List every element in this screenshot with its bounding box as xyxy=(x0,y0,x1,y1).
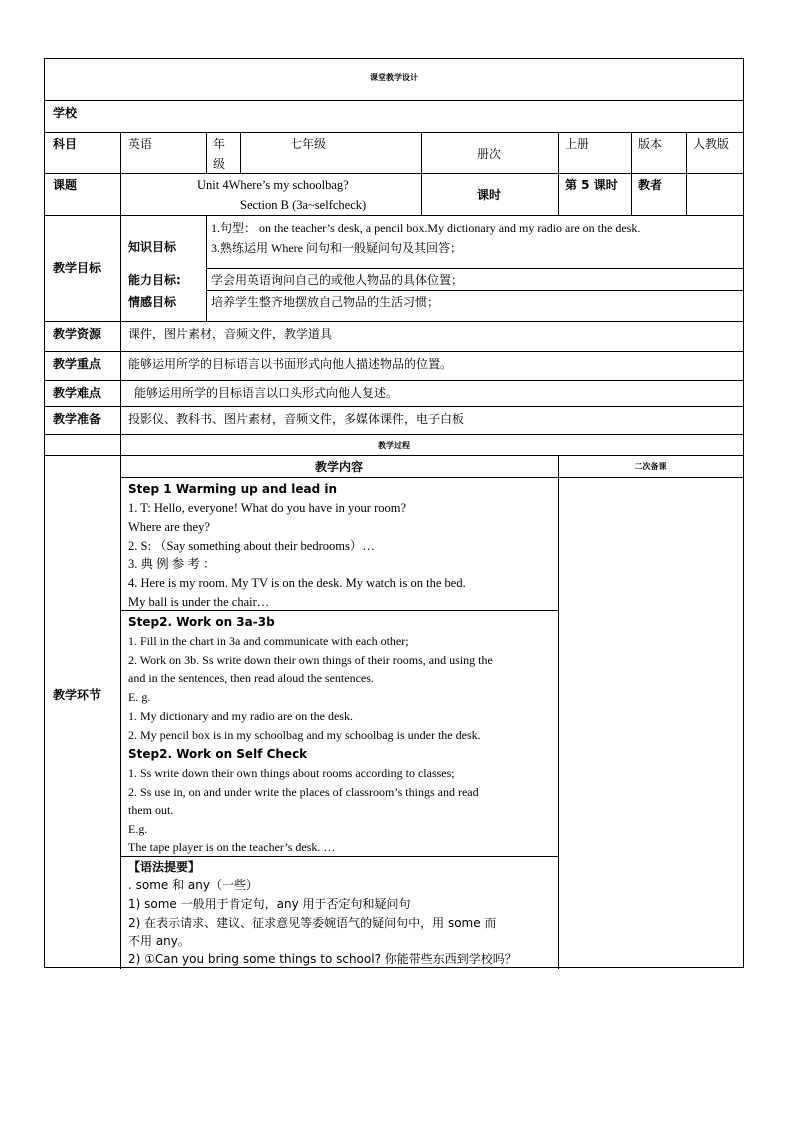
grammar-line: 2) ①Can you bring some things to school? 你能带些东西到学校吗？ xyxy=(128,952,517,966)
lesson-title-line1: Unit 4Where’s my schoolbag? xyxy=(197,178,349,192)
step1-line: Where are they? xyxy=(128,520,210,534)
period-label: 课时 xyxy=(477,188,502,202)
grade-value: 七年级 xyxy=(290,137,327,151)
step1-line: 1. T: Hello, everyone! What do you have in your room? xyxy=(128,501,407,515)
rule xyxy=(120,132,121,380)
grammar-line: 2) 在表示请求、建议、征求意见等委婉语气的疑问句中，用 some 而 xyxy=(128,916,497,930)
content-column-header: 教学内容 xyxy=(314,460,363,474)
rule xyxy=(45,100,743,101)
subject-value: 英语 xyxy=(128,137,153,151)
rule xyxy=(558,132,559,215)
rule xyxy=(120,455,121,969)
difficulty-text: 能够运用所学的目标语言以口头形式向他人复述。 xyxy=(134,386,399,400)
resources-label: 教学资源 xyxy=(53,327,102,341)
rule xyxy=(558,455,559,969)
rule xyxy=(45,406,743,407)
difficulty-label: 教学难点 xyxy=(53,386,102,400)
rule xyxy=(240,132,241,173)
rule xyxy=(206,215,207,321)
step2-line: 1. My dictionary and my radio are on the desk. xyxy=(128,709,353,723)
self-check-line: 1. Ss write down their own things about rooms according to classes; xyxy=(128,766,455,780)
emotion-goal-text: 培养学生整齐地摆放自己物品的生活习惯； xyxy=(211,295,440,309)
focus-label: 教学重点 xyxy=(53,357,102,371)
rule xyxy=(631,132,632,215)
knowledge-goal-label: 知识目标 xyxy=(128,240,177,254)
lesson-title-line2: Section B (3a~selfcheck) xyxy=(240,198,367,212)
edition-value: 人教版 xyxy=(693,137,730,151)
lesson-label: 课题 xyxy=(53,178,78,192)
process-header: 教学过程 xyxy=(378,441,410,450)
rule xyxy=(45,321,743,322)
grammar-line: . some 和 any（一些） xyxy=(128,878,258,892)
self-check-heading: Step2. Work on Self Check xyxy=(128,747,308,761)
self-check-line: them out. xyxy=(128,803,174,817)
volume-label: 册次 xyxy=(477,147,502,161)
rule xyxy=(206,132,207,173)
knowledge-goal-line1: 1.句型： on the teacher’s desk, a pencil box.My dictionary and my radio are on the desk. xyxy=(211,221,641,235)
rule xyxy=(45,215,743,216)
step2-line: 1. Fill in the chart in 3a and communicate with each other; xyxy=(128,634,409,648)
step2-heading: Step2. Work on 3a-3b xyxy=(128,615,275,629)
self-check-line: The tape player is on the teacher’s desk. … xyxy=(128,840,336,854)
prep-text: 投影仪、教科书、图片素材，音频文件，多媒体课件，电子白板 xyxy=(128,412,465,426)
rule xyxy=(45,351,743,352)
rule xyxy=(45,173,743,174)
step2-line: E. g. xyxy=(128,690,151,704)
school-label: 学校 xyxy=(53,106,78,120)
step1-line: 4. Here is my room. My TV is on the desk. My watch is on the bed. xyxy=(128,576,466,590)
period-value: 第 5 课时 xyxy=(565,178,618,192)
section-label: 教学环节 xyxy=(53,688,102,702)
rule xyxy=(120,856,558,857)
edition-label: 版本 xyxy=(638,137,663,151)
step1-heading: Step 1 Warming up and lead in xyxy=(128,482,338,496)
grammar-heading: 【语法提要】 xyxy=(128,860,201,874)
rule xyxy=(686,132,687,215)
rule xyxy=(45,132,743,133)
step2-line: 2. Work on 3b. Ss write down their own things of their rooms, and using the xyxy=(128,653,493,667)
rule xyxy=(421,132,422,215)
grade-label-char2: 级 xyxy=(213,157,226,171)
self-check-line: E.g. xyxy=(128,822,148,836)
step1-line: 3. 典 例 参 考 ： xyxy=(128,557,216,571)
second-prep-column-header: 二次备课 xyxy=(634,462,667,471)
rule xyxy=(45,455,743,456)
rule xyxy=(45,434,743,435)
ability-goal-text: 学会用英语询问自己的或他人物品的具体位置； xyxy=(211,273,464,287)
step2-line: and in the sentences, then read aloud the sentences. xyxy=(128,671,374,685)
lesson-plan-table xyxy=(44,58,744,968)
author-label: 教者 xyxy=(638,178,663,192)
resources-text: 课件，图片素材，音频文件，教学道具 xyxy=(128,327,333,341)
grammar-line: 1) some 一般用于肯定句，any 用于否定句和疑问句 xyxy=(128,897,411,911)
focus-text: 能够运用所学的目标语言以书面形式向他人描述物品的位置。 xyxy=(128,357,453,371)
step1-line: My ball is under the chair… xyxy=(128,595,270,609)
emotion-goal-label: 情感目标 xyxy=(128,295,177,309)
rule xyxy=(206,290,743,291)
self-check-line: 2. Ss use in, on and under write the places of classroom’s things and read xyxy=(128,785,479,799)
grammar-line: 不用 any。 xyxy=(128,934,190,948)
grade-label-char1: 年 xyxy=(213,137,226,151)
page-title: 课堂教学设计 xyxy=(370,73,418,82)
step2-line: 2. My pencil box is in my schoolbag and my schoolbag is under the desk. xyxy=(128,728,481,742)
ability-goal-label: 能力目标: xyxy=(128,273,181,287)
subject-label: 科目 xyxy=(53,137,78,151)
knowledge-goal-line2: 3.熟练运用 Where 问句和一般疑问句及其回答； xyxy=(211,241,462,255)
volume-value: 上册 xyxy=(565,137,590,151)
rule xyxy=(45,380,743,381)
rule xyxy=(120,477,743,478)
goals-label: 教学目标 xyxy=(53,261,102,275)
step1-line: 2. S: （Say something about their bedrooms）… xyxy=(128,539,375,553)
rule xyxy=(206,268,743,269)
prep-label: 教学准备 xyxy=(53,412,102,426)
